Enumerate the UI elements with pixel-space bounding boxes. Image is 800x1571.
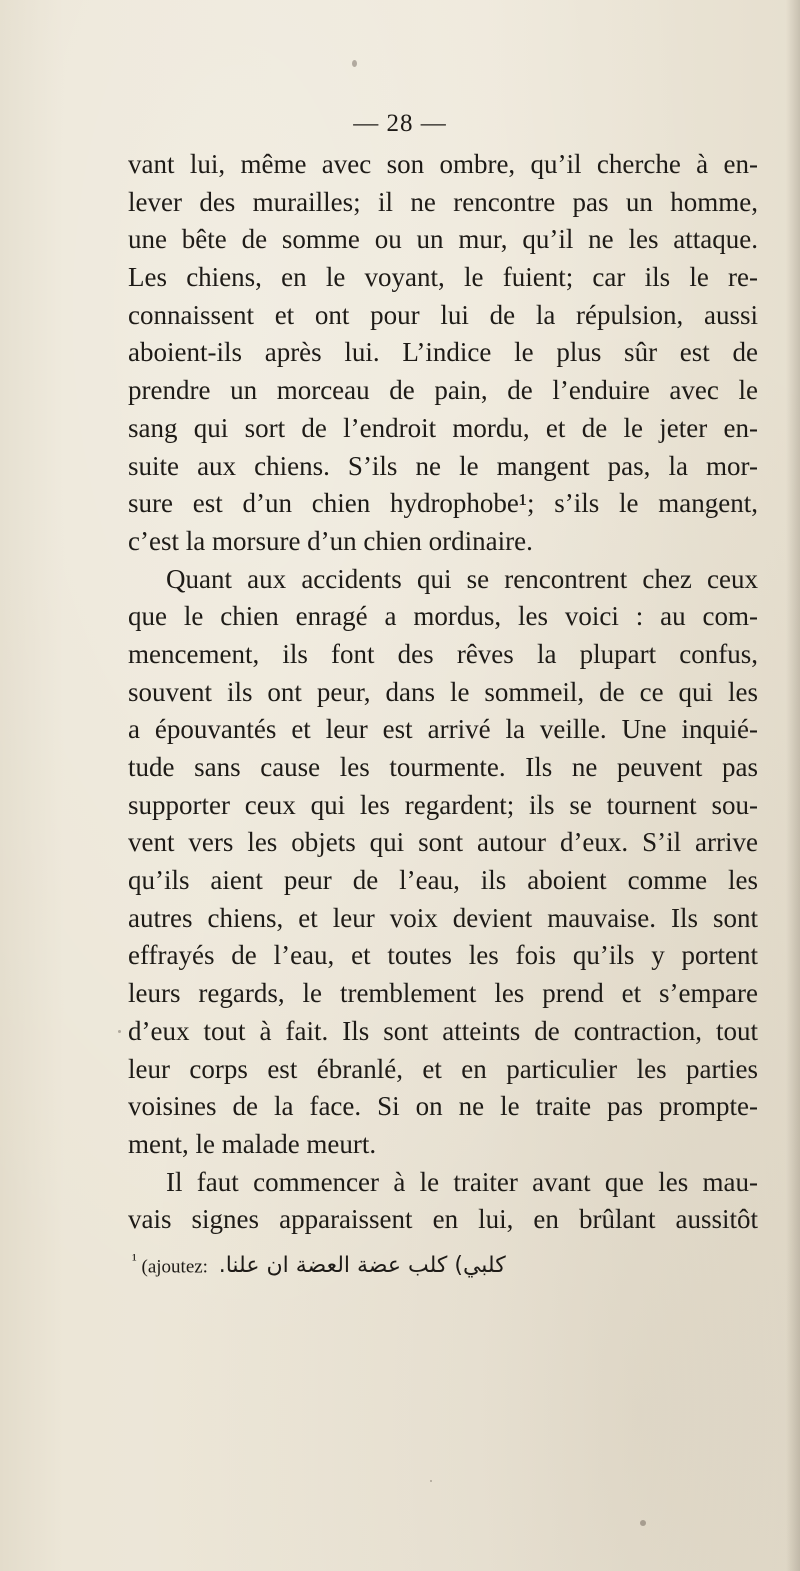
text-line: qu’ils aient peur de l’eau, ils aboient comme les [128,865,758,896]
paper-speck [640,1520,646,1526]
text-line: Les chiens, en le voyant, le fuient; car ils le re- [128,262,758,293]
text-line: leur corps est ébranlé, et en particulier les parties [128,1053,758,1084]
text-line: connaissent et ont pour lui de la répulsion, aussi [128,299,758,330]
text-line: voisines de la face. Si on ne le traite pas prompte- [128,1091,758,1122]
text-line: lever des murailles; il ne rencontre pas un homme, [128,186,758,217]
page-edge-shadow [786,0,800,1571]
text-line: vent vers les objets qui sont autour d’eux. S’il arrive [128,827,758,858]
footnote-marker: ¹ [132,1252,137,1269]
text-line: vais signes apparaissent en lui, en brûlant aussitôt [128,1204,758,1235]
text-line: mencement, ils font des rêves la plupart confus, [128,638,758,669]
paragraph-start-line: Il faut commencer à le traiter avant que les mau- [166,1166,758,1197]
text-line: autres chiens, et leur voix devient mauvaise. Ils sont [128,902,758,933]
text-line: une bête de somme ou un mur, qu’il ne les attaque. [128,224,758,255]
body-text [128,146,758,1239]
page-number: — 28 — [353,110,447,137]
text-line: que le chien enragé a mordus, les voici : au com- [128,601,758,632]
text-line: leurs regards, le tremblement les prend et s’empare [128,978,758,1009]
paper-speck [430,1480,432,1482]
text-line: vant lui, même avec son ombre, qu’il cherche à en- [128,149,758,179]
paper-speck [352,60,357,67]
text-line: d’eux tout à fait. Ils sont atteints de contraction, tout [128,1015,758,1046]
text-line: prendre un morceau de pain, de l’enduire avec le [128,375,758,406]
footnote [132,1244,652,1278]
text-line: aboient-ils après lui. L’indice le plus sûr est de [128,337,758,368]
footnote-arabic-text: كلبي) كلب عضة العضة ان علنا. [218,1253,506,1279]
paragraph-end-line: c’est la morsure d’un chien ordinaire. [128,525,533,556]
text-line: supporter ceux qui les regardent; ils se tournent sou- [128,789,758,820]
text-line: suite aux chiens. S’ils ne le mangent pas, la mor- [128,450,758,481]
paper-speck [118,1030,121,1033]
text-line: sure est d’un chien hydrophobe¹; s’ils le mangent, [128,488,758,519]
text-line: tude sans cause les tourmente. Ils ne peuvent pas [128,752,758,782]
text-line: souvent ils ont peur, dans le sommeil, de ce qui les [128,676,758,707]
text-line: effrayés de l’eau, et toutes les fois qu’ils y portent [128,940,758,971]
footnote-label: (ajoutez: [141,1256,208,1278]
paragraph-end-line: ment, le malade meurt. [128,1128,377,1159]
text-line: a épouvantés et leur est arrivé la veille. Une inquié- [128,714,758,745]
paragraph-start-line: Quant aux accidents qui se rencontrent chez ceux [166,563,758,594]
text-line: sang qui sort de l’endroit mordu, et de le jeter en- [128,412,758,443]
